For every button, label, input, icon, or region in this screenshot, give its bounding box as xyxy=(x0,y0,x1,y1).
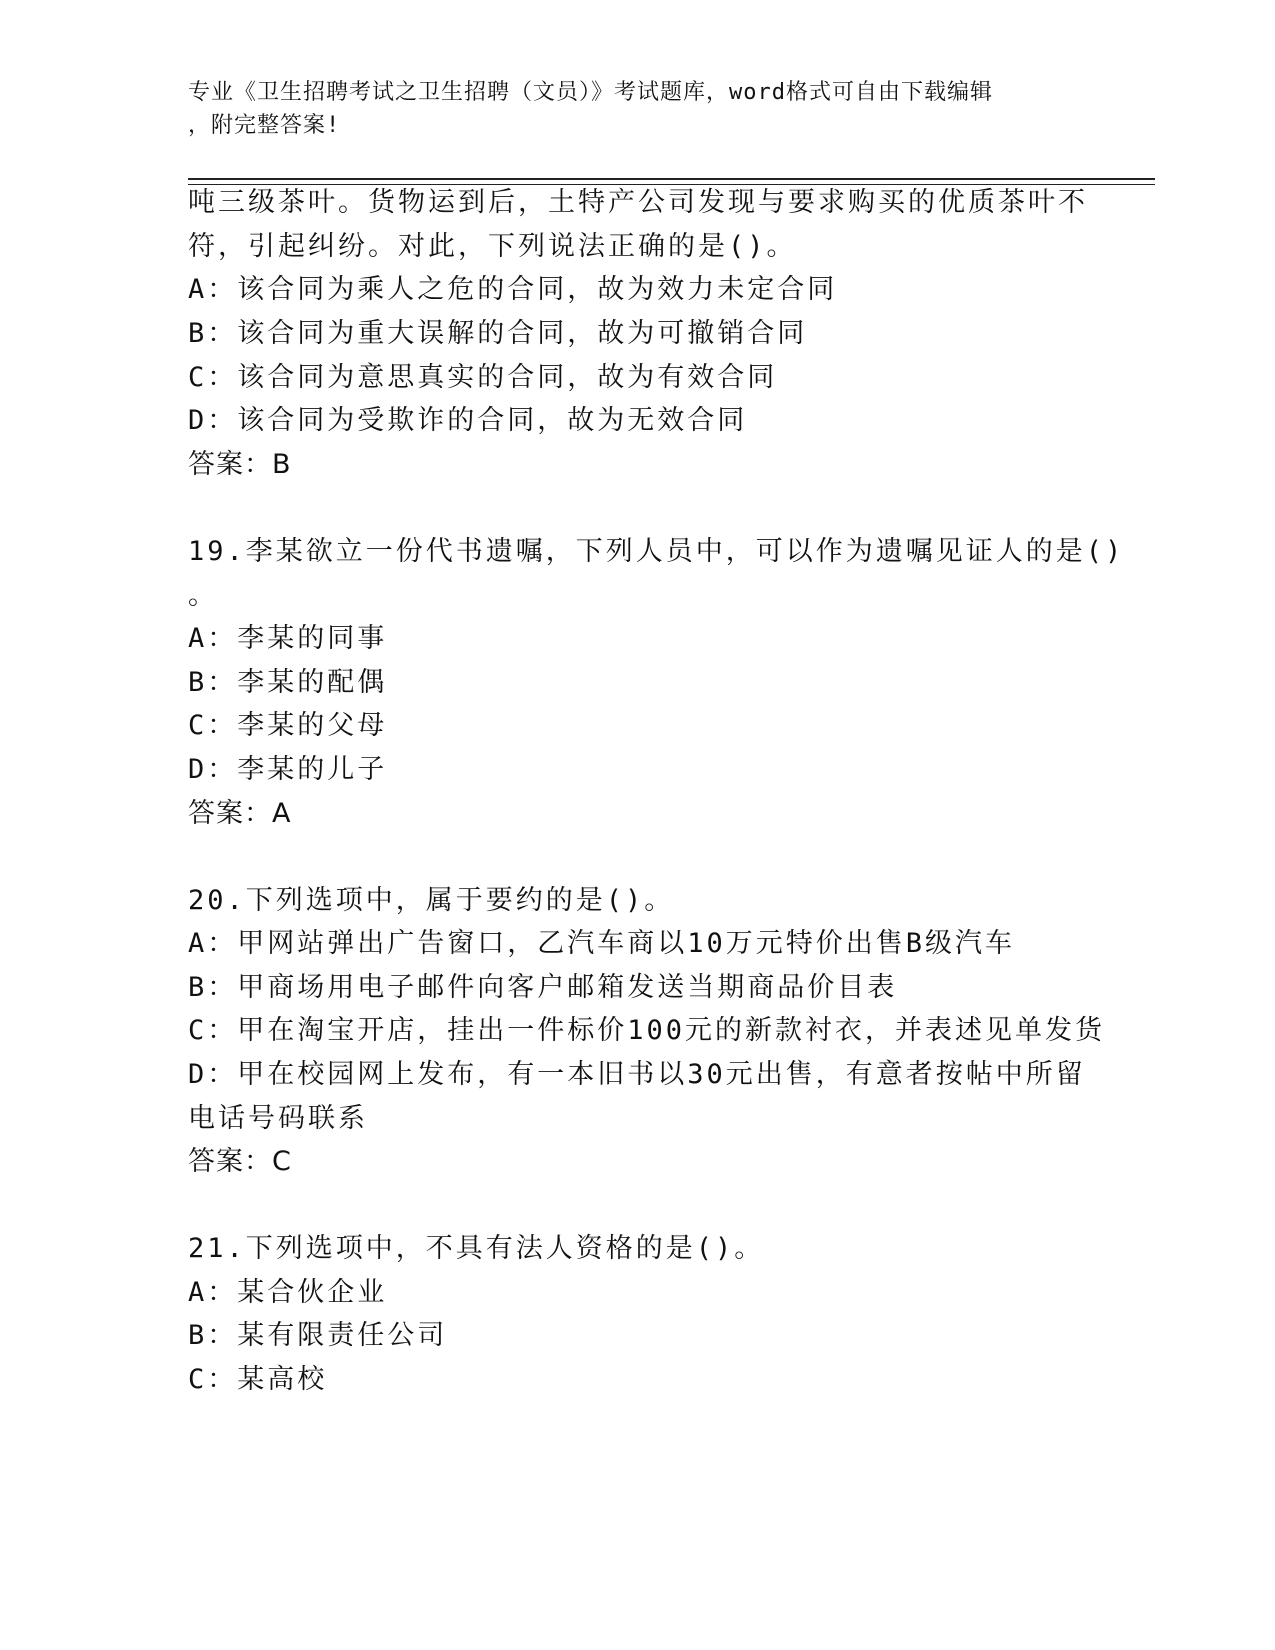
q19-option-d: D：李某的儿子 xyxy=(188,754,388,785)
q18-answer: 答案：B xyxy=(188,449,292,480)
q21-stem: 21.下列选项中，不具有法人资格的是()。 xyxy=(188,1233,765,1264)
q19-stem-line-2: 。 xyxy=(188,580,218,611)
header-line-2: ，附完整答案! xyxy=(188,113,341,138)
q19-option-a: A：李某的同事 xyxy=(188,623,388,654)
header-rule-thick xyxy=(188,178,1155,180)
q21-option-b: B：某有限责任公司 xyxy=(188,1320,448,1351)
q21-option-a: A：某合伙企业 xyxy=(188,1277,388,1308)
q18-option-d: D：该合同为受欺诈的合同，故为无效合同 xyxy=(188,405,748,436)
q18-option-b: B：该合同为重大误解的合同，故为可撤销合同 xyxy=(188,318,808,349)
q18-option-c: C：该合同为意思真实的合同，故为有效合同 xyxy=(188,362,778,393)
q20-stem: 20.下列选项中，属于要约的是()。 xyxy=(188,885,675,916)
q20-option-d-line-2: 电话号码联系 xyxy=(188,1103,368,1134)
document-header xyxy=(188,76,1068,142)
q19-option-b: B：李某的配偶 xyxy=(188,667,388,698)
q18-option-a: A：该合同为乘人之危的合同，故为效力未定合同 xyxy=(188,274,838,305)
q18-stem-line-1: 吨三级茶叶。货物运到后，土特产公司发现与要求购买的优质茶叶不 xyxy=(188,187,1088,218)
q20-option-a: A：甲网站弹出广告窗口，乙汽车商以10万元特价出售B级汽车 xyxy=(188,928,1016,959)
q20-option-d-line-1: D：甲在校园网上发布，有一本旧书以30元出售，有意者按帖中所留 xyxy=(188,1059,1086,1090)
q20-answer: 答案：C xyxy=(188,1146,292,1177)
q19-option-c: C：李某的父母 xyxy=(188,710,388,741)
q19-stem-line-1: 19.李某欲立一份代书遗嘱，下列人员中，可以作为遗嘱见证人的是() xyxy=(188,536,1125,567)
q20-option-c: C：甲在淘宝开店，挂出一件标价100元的新款衬衣，并表述见单发货 xyxy=(188,1015,1106,1046)
q21-option-c: C：某高校 xyxy=(188,1364,328,1395)
q20-option-b: B：甲商场用电子邮件向客户邮箱发送当期商品价目表 xyxy=(188,972,898,1003)
q18-stem-line-2: 符，引起纠纷。对此，下列说法正确的是()。 xyxy=(188,231,797,262)
q19-answer: 答案：A xyxy=(188,798,292,829)
header-line-1: 专业《卫生招聘考试之卫生招聘（文员）》考试题库，word格式可自由下载编辑 xyxy=(188,80,993,105)
